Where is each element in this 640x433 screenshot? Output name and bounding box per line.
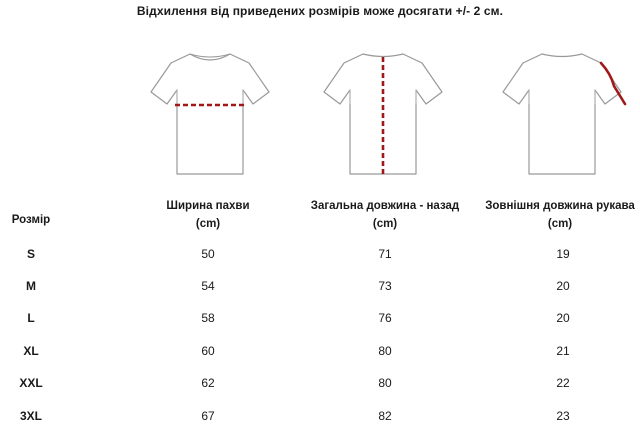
sleeve-length-value: 20 bbox=[556, 311, 570, 325]
chest-width-value: 62 bbox=[201, 376, 215, 390]
chest-width-column-header bbox=[150, 197, 266, 233]
sleeve-length-value: 19 bbox=[556, 247, 570, 261]
tshirt-back-sleeve-length-icon bbox=[497, 46, 627, 178]
table-row-xl bbox=[0, 344, 640, 362]
size-deviation-note: Відхилення від приведених розмірів може досягати +/- 2 см. bbox=[136, 4, 504, 18]
total-length-unit: (cm) bbox=[372, 218, 398, 230]
chest-width-value: 60 bbox=[201, 344, 215, 358]
table-row-xxl bbox=[0, 376, 640, 394]
sleeve-length-unit: (cm) bbox=[547, 218, 573, 230]
chest-width-label: Ширина пахви bbox=[166, 200, 250, 212]
total-length-value: 71 bbox=[378, 247, 392, 261]
sleeve-length-value: 23 bbox=[556, 409, 570, 423]
table-row-m bbox=[0, 279, 640, 297]
table-row-l bbox=[0, 311, 640, 329]
chest-width-value: 58 bbox=[201, 311, 215, 325]
total-length-value: 80 bbox=[378, 344, 392, 358]
chest-width-value: 50 bbox=[201, 247, 215, 261]
row-size: 3XL bbox=[19, 409, 42, 423]
total-length-label: Загальна довжина - назад bbox=[310, 200, 460, 212]
chest-width-value: 67 bbox=[201, 409, 215, 423]
sleeve-length-value: 21 bbox=[556, 344, 570, 358]
total-length-value: 82 bbox=[378, 409, 392, 423]
size-column-header: Розмір bbox=[11, 214, 51, 226]
total-length-value: 80 bbox=[378, 376, 392, 390]
table-row-s bbox=[0, 247, 640, 265]
sleeve-length-column-header bbox=[478, 197, 640, 233]
row-size: XXL bbox=[19, 376, 43, 390]
total-length-column-header bbox=[300, 197, 470, 233]
sleeve-length-value: 22 bbox=[556, 376, 570, 390]
table-row-3xl bbox=[0, 409, 640, 427]
row-size: M bbox=[26, 279, 36, 293]
tshirt-front-chest-width-icon bbox=[145, 46, 275, 178]
total-length-value: 73 bbox=[378, 279, 392, 293]
tshirt-back-total-length-icon bbox=[318, 46, 448, 178]
chest-width-value: 54 bbox=[201, 279, 215, 293]
row-size: L bbox=[27, 311, 35, 325]
row-size: XL bbox=[23, 344, 39, 358]
sleeve-length-value: 20 bbox=[556, 279, 570, 293]
chest-width-unit: (cm) bbox=[195, 218, 221, 230]
sleeve-length-label: Зовнішня довжина рукава bbox=[485, 200, 635, 212]
total-length-value: 76 bbox=[378, 311, 392, 325]
row-size: S bbox=[26, 247, 35, 261]
